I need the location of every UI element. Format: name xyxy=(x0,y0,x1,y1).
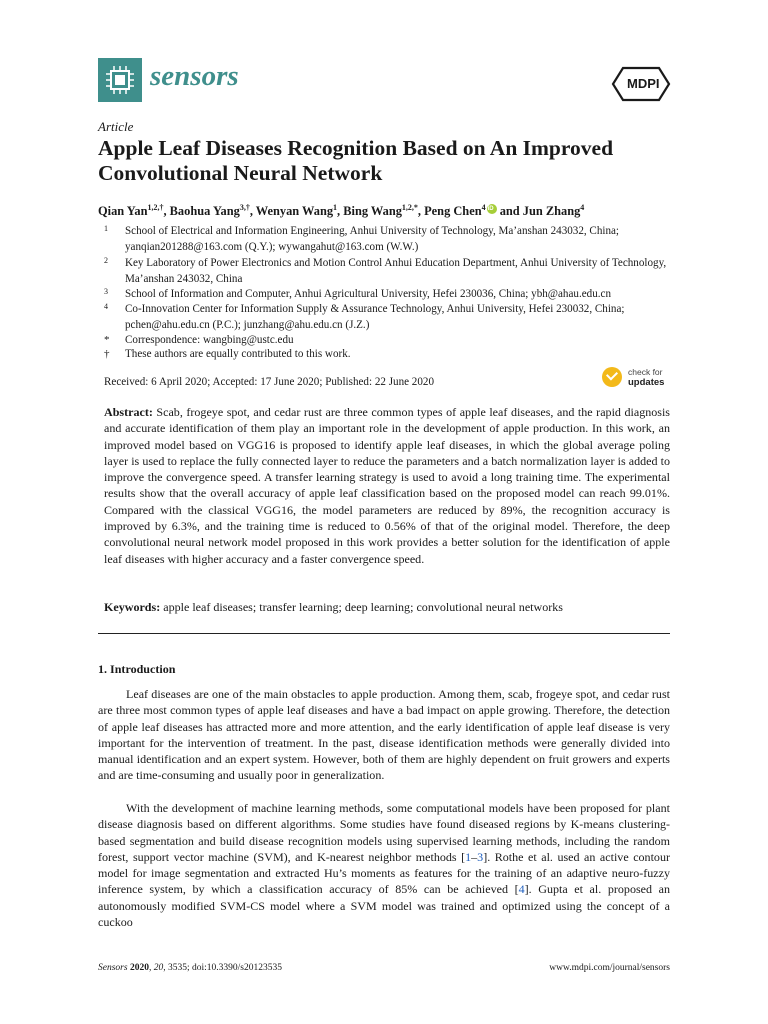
publisher-name: MDPI xyxy=(627,76,660,91)
abstract: Abstract: Scab, frogeye spot, and cedar rust are three common types of apple leaf diseases, and the rapid diagnosis and accurate identification of them play an important role in the development of apple production. In this work, an improved model based on VGG16 is proposed to identify apple leaf diseases, in which the global average poling layer is used to replace the fully connected layer to reduce the parameters and a batch normalization layer is added to improve the convergence speed. A transfer learning strategy is used to avoid a long training time. The experimental results show that the overall accuracy of apple leaf classification based on the proposed model can reach 99.01%. Compared with the classical VGG16, the model parameters are reduced by 89%, the recognition accuracy is improved by 6.3%, and the training time is reduced to 0.56% of that of the original model. Therefore, the deep convolutional neural network model proposed in this work provides a better solution for the identification of apple leaf diseases with higher accuracy and a faster convergence speed. xyxy=(104,405,670,566)
orcid-icon[interactable] xyxy=(487,204,497,214)
equal-contribution-note: † These authors are equally contributed to this work. xyxy=(104,348,351,360)
body-paragraph: With the development of machine learning methods, some computational models have been proposed for plant disease diagnosis based on different algorithms. Some studies have found diseased regions by K-means clustering-based segmentation and build disease recognition models using supervised learning methods, including the random forest, support vector machine (SVM), and K-nearest neighbor methods [1–3]. Rothe et al. used an active contour model for image segmentation and extracted Hu’s moments as features for the training of an adaptive neuro-fuzzy inference system, by which a classification accuracy of 85% can be achieved [4]. Gupta et al. proposed an autonomously modified SVM-CS model where a SVM model was trained and optimized using the concept of a cuckoo xyxy=(98,801,670,930)
author: Peng Chen xyxy=(424,204,482,219)
article-type: Article xyxy=(98,119,134,134)
check-updates-link[interactable]: check for updates xyxy=(628,367,665,388)
sensors-chip-icon xyxy=(98,58,142,102)
citation-link[interactable]: 3 xyxy=(477,849,484,864)
author: Wenyan Wang xyxy=(255,204,334,219)
author: Baohua Yang xyxy=(169,204,240,219)
affiliation: 3 School of Information and Computer, Anhui Agricultural University, Hefei 230036, China; ybh@ahau.edu.cn xyxy=(104,287,611,300)
divider xyxy=(98,633,670,634)
paper-title: Apple Leaf Diseases Recognition Based on An Improved Convolutional Neural Network xyxy=(98,136,614,185)
journal-name[interactable]: sensors xyxy=(150,60,239,92)
author-affil: 3,† xyxy=(239,203,250,212)
affiliation: 4 Co-Innovation Center for Information Supply & Assurance Technology, Anhui University, Hefei 230032, China; pchen@ahu.edu.cn (P.C.); junzhang@ahu.edu.cn (J.Z.) xyxy=(104,302,625,331)
author-affil: 1,2,† xyxy=(147,203,164,212)
citation-link[interactable]: 1 xyxy=(465,849,472,864)
author-affil: 4 xyxy=(481,203,486,212)
footer-citation: Sensors 2020, 20, 3535; doi:10.3390/s20123535 xyxy=(98,963,282,973)
correspondence: * Correspondence: wangbing@ustc.edu xyxy=(104,334,294,346)
section-heading: 1. Introduction xyxy=(98,662,176,676)
publication-dates: Received: 6 April 2020; Accepted: 17 June 2020; Published: 22 June 2020 xyxy=(104,376,434,388)
author-affil: 4 xyxy=(580,203,585,212)
check-updates-icon[interactable] xyxy=(602,367,622,387)
affiliation: 1 School of Electrical and Information Engineering, Anhui University of Technology, Ma’anshan 243032, China; yanqian201288@163.com (Q.Y.); wywangahut@163.com (W.W.) xyxy=(104,224,620,253)
author-list: Qian Yan$^{1,2,\dagger}$, Baohua Yang$^{3,\dagger}$, Wenyan Wang$^1$, Bing Wang$^{1,2,*}$, Peng Chen$^4$iD and Jun Zhang$^4$ xyxy=(98,203,584,219)
author-affil: 1 xyxy=(333,203,338,212)
author: Jun Zhang xyxy=(522,204,581,219)
keywords: Keywords: apple leaf diseases; transfer learning; deep learning; convolutional neural networks xyxy=(104,600,563,614)
body-paragraph: Leaf diseases are one of the main obstacles to apple production. Among them, scab, frogeye spot, and cedar rust are three most common types of apple leaf diseases and have a bad impact on apple growing. Therefore, the detection of apple leaf diseases has attracted more and more attention, and the early identification of apple leaf disease is very important for the intervention of treatment. In the past, disease identification methods were generally divided into manual identification and an expert system. However, both of them are highly dependent on fruit growers and experts and are time-consuming and usually poor in generalization. xyxy=(98,687,670,783)
footer-url[interactable]: www.mdpi.com/journal/sensors xyxy=(549,963,670,973)
citation-link[interactable]: 4 xyxy=(518,882,525,897)
author: Bing Wang xyxy=(343,204,402,219)
author-affil: 1,2,* xyxy=(401,203,418,212)
affiliation: 2 Key Laboratory of Power Electronics and Motion Control Anhui Education Department, Anhui University of Technology, Ma’anshan 243032, China xyxy=(104,256,667,285)
author: Qian Yan xyxy=(98,204,148,219)
